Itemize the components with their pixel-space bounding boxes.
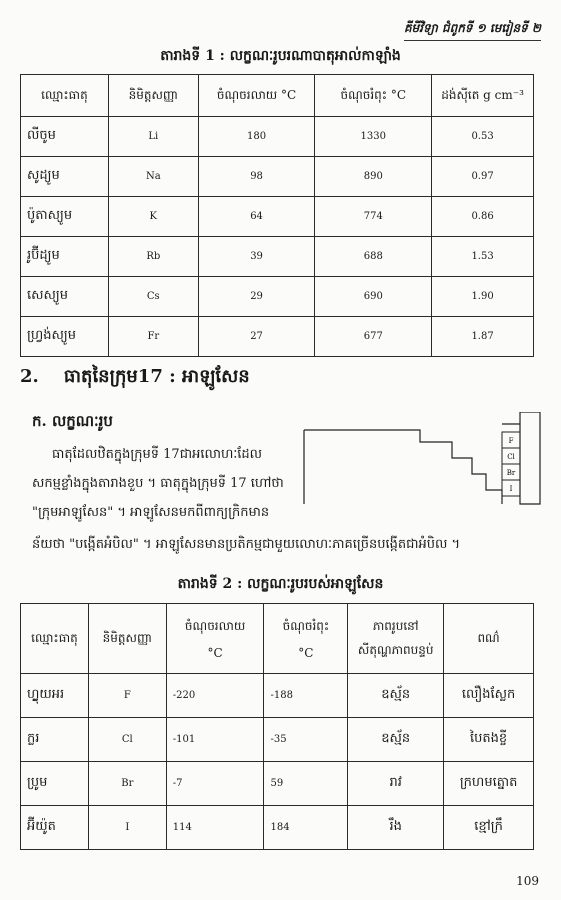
- element-name: សេស្យូម: [21, 277, 109, 317]
- melting-point: -220: [166, 674, 264, 718]
- table-row: [21, 117, 534, 157]
- table2-header-row: [21, 604, 534, 674]
- element-symbol: Br: [88, 762, 166, 806]
- header-text: សីតុណ្ហភាពបន្ទប់: [357, 642, 434, 657]
- periodic-table-outline: [304, 430, 502, 504]
- element-symbol: I: [88, 806, 166, 850]
- table2-header-cell: [166, 604, 264, 674]
- table-row: [21, 277, 534, 317]
- header-text: ភាពរូបនៅ: [372, 618, 419, 633]
- melting-point: 180: [198, 117, 315, 157]
- table2-header-cell: [88, 604, 166, 674]
- table1-header-cell: ចំណុចរលាយ °C: [198, 75, 315, 117]
- table-row: [21, 197, 534, 237]
- running-header: គីមីវិទ្យា ជំពូកទី ១ មេរៀនទី ២: [404, 20, 541, 41]
- table1-header-cell: ឈ្មោះធាតុ: [21, 75, 109, 117]
- physical-state: រាវ: [348, 762, 444, 806]
- element-name: ហ្វ្រង់ស្យូម: [21, 317, 109, 357]
- element-symbol: Rb: [108, 237, 198, 277]
- boiling-point: -188: [264, 674, 348, 718]
- table1-header-cell: ចំណុចរំពុះ °C: [315, 75, 432, 117]
- periodic-table-sketch: [302, 412, 542, 512]
- element-symbol: F: [88, 674, 166, 718]
- melting-point: 29: [198, 277, 315, 317]
- alkali-metals-table: [20, 74, 534, 357]
- table2-header-cell: [348, 604, 444, 674]
- density: 1.87: [432, 317, 534, 357]
- melting-point: 39: [198, 237, 315, 277]
- table-row: [21, 806, 534, 850]
- symbol-br: Br: [506, 469, 516, 477]
- element-name: អ៊ីយ៉ូត: [21, 806, 89, 850]
- table-row: [21, 237, 534, 277]
- page-number: 109: [516, 874, 539, 888]
- melting-point: -101: [166, 718, 264, 762]
- header-text: ចំណុចរលាយ: [184, 618, 246, 633]
- table1-header-row: [21, 75, 534, 117]
- symbol-f: F: [508, 437, 514, 445]
- melting-point: 64: [198, 197, 315, 237]
- table-row: [21, 317, 534, 357]
- boiling-point: 690: [315, 277, 432, 317]
- element-name: រូប៊ីដ្យូម: [21, 237, 109, 277]
- section-number: 2.: [20, 366, 39, 387]
- melting-point: 114: [166, 806, 264, 850]
- table-row: [21, 718, 534, 762]
- symbol-cl: Cl: [507, 453, 515, 461]
- element-name: ប្រូម: [21, 762, 89, 806]
- header-text: និមិត្តសញ្ញា: [102, 630, 152, 645]
- sub-heading: ក. លក្ខណៈរូប: [32, 412, 113, 430]
- table2-header-cell: [444, 604, 534, 674]
- header-unit: °C: [207, 645, 223, 660]
- boiling-point: 59: [264, 762, 348, 806]
- halogens-table: [20, 603, 534, 850]
- table1-header-cell: ដង់ស៊ីតេ g cm⁻³: [432, 75, 534, 117]
- element-symbol: Na: [108, 157, 198, 197]
- element-symbol: Cs: [108, 277, 198, 317]
- density: 0.97: [432, 157, 534, 197]
- table1-caption: តារាងទី 1 : លក្ខណៈរូបរណាបាតុអាល់កាឡាំង: [160, 48, 401, 64]
- table-row: [21, 762, 534, 806]
- density: 1.53: [432, 237, 534, 277]
- boiling-point: 890: [315, 157, 432, 197]
- boiling-point: -35: [264, 718, 348, 762]
- melting-point: 27: [198, 317, 315, 357]
- paragraph-line: ធាតុដែលឋិតក្នុងក្រុមទី 17ជាអលោហៈដែល: [52, 447, 263, 462]
- physical-state: រឹង: [348, 806, 444, 850]
- symbol-i: I: [509, 485, 513, 493]
- element-symbol: Li: [108, 117, 198, 157]
- element-name: ក្លរ: [21, 718, 89, 762]
- color: ក្រហមត្នោត: [444, 762, 534, 806]
- physical-state: ឧស្ម័ន: [348, 674, 444, 718]
- physical-state: ឧស្ម័ន: [348, 718, 444, 762]
- table2-caption: តារាងទី 2 : លក្ខណៈរូបរបស់អាឡូសែន: [177, 576, 384, 592]
- color: បៃតងខ្ចី: [444, 718, 534, 762]
- paragraph-line: សកម្មខ្លាំងក្នុងតារាងខួប ។ ធាតុក្នុងក្រុមទី 17 ហៅថា: [32, 476, 284, 491]
- boiling-point: 184: [264, 806, 348, 850]
- boiling-point: 688: [315, 237, 432, 277]
- boiling-point: 774: [315, 197, 432, 237]
- element-symbol: K: [108, 197, 198, 237]
- intro-paragraph: [32, 440, 294, 527]
- density: 0.86: [432, 197, 534, 237]
- element-symbol: Fr: [108, 317, 198, 357]
- header-unit: °C: [298, 645, 314, 660]
- color: លឿងស្លែក: [444, 674, 534, 718]
- boiling-point: 677: [315, 317, 432, 357]
- header-text: ឈ្មោះធាតុ: [31, 630, 78, 645]
- section-heading: [20, 364, 250, 391]
- color: ខ្មៅក្រឹ: [444, 806, 534, 850]
- boiling-point: 1330: [315, 117, 432, 157]
- element-name: ហ្វ្លុយអរ: [21, 674, 89, 718]
- paragraph-line: "ក្រុមអាឡូសែន" ។ អាឡូសែនមកពីពាក្យក្រិកមាន: [32, 505, 270, 520]
- table1-header-cell: និមិត្តសញ្ញា: [108, 75, 198, 117]
- element-name: សូដ្យូម: [21, 157, 109, 197]
- element-symbol: Cl: [88, 718, 166, 762]
- section-title: ធាតុនៃក្រុម17 : អាឡូសែន: [63, 366, 250, 387]
- table-row: [21, 674, 534, 718]
- element-name: លីចូម: [21, 117, 109, 157]
- table-row: [21, 157, 534, 197]
- header-text: ចំណុចរំពុះ: [282, 618, 330, 633]
- melting-point: -7: [166, 762, 264, 806]
- paragraph-line: ន័យថា "បង្កើតអំបិល" ។ អាឡូសែនមានប្រតិកម្មជាមួយលោហៈភាគច្រើនបង្កើតជាអំបិល ។: [32, 537, 461, 552]
- density: 1.90: [432, 277, 534, 317]
- header-text: ពណ៌: [477, 630, 500, 645]
- density: 0.53: [432, 117, 534, 157]
- table2-header-cell: [21, 604, 89, 674]
- element-name: ប៉ូតាស្យូម: [21, 197, 109, 237]
- table2-header-cell: [264, 604, 348, 674]
- melting-point: 98: [198, 157, 315, 197]
